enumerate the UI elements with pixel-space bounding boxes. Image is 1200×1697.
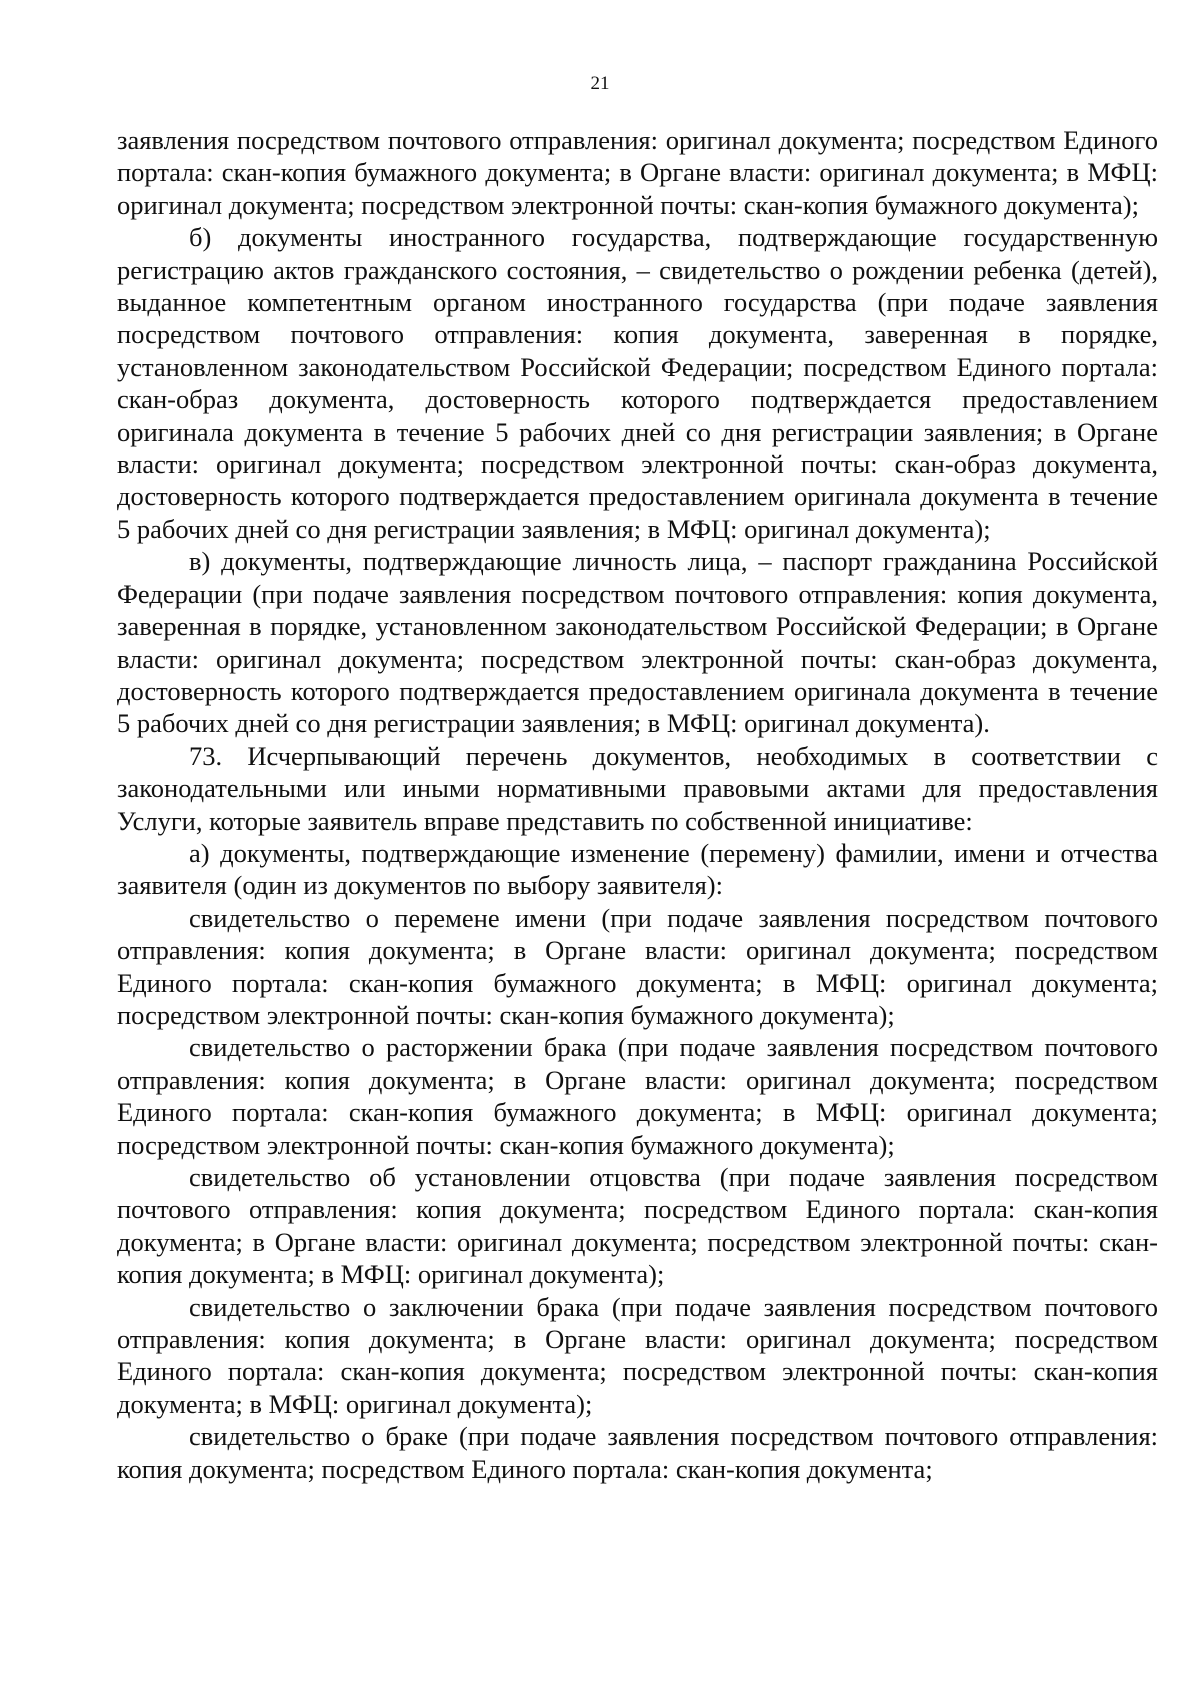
paragraph-paternity-certificate: свидетельство об установлении отцовства (при подаче заявления посредством почтового отправления: копия документа; посредством Единого портала: скан-копия документа; в Органе власти: оригинал документа; посредством электронной почты: скан-копия документа; в МФЦ: оригинал документа); [117,1162,1158,1290]
paragraph-item-v-identity-documents: в) документы, подтверждающие личность лица, – паспорт гражданина Российской Федерации (при подаче заявления посредством почтового отправления: копия документа, заверенная в порядке, установленном законодательством Российской Федерации; в Органе власти: оригинал документа; посредством электронной почты: скан-образ документа, достоверность которого подтверждается предоставлением оригинала документа в течение 5 рабочих дней со дня регистрации заявления; в МФЦ: оригинал документа). [117,546,1158,739]
paragraph-name-change-certificate: свидетельство о перемене имени (при подаче заявления посредством почтового отправления: копия документа; в Органе власти: оригинал документа; посредством Единого портала: скан-копия бумажного документа; в МФЦ: оригинал документа; посредством электронной почты: скан-копия бумажного документа); [117,902,1158,1030]
document-body [117,124,1158,1485]
paragraph-section-73: 73. Исчерпывающий перечень документов, необходимых в соответствии с законодательными или иными нормативными правовыми актами для предоставления Услуги, которые заявитель вправе представить по собственной инициативе: [117,740,1158,836]
paragraph-marriage-certificate: свидетельство о заключении брака (при подаче заявления посредством почтового отправления: копия документа; в Органе власти: оригинал документа; посредством Единого портала: скан-копия документа; посредством электронной почты: скан-копия документа; в МФЦ: оригинал документа); [117,1291,1158,1419]
page-number: 21 [590,73,610,94]
paragraph-item-a-name-change: а) документы, подтверждающие изменение (перемену) фамилии, имени и отчества заявителя (один из документов по выбору заявителя): [117,837,1158,901]
paragraph-marriage-record-certificate: свидетельство о браке (при подаче заявления посредством почтового отправления: копия документа; посредством Единого портала: скан-копия документа; [117,1421,1158,1484]
paragraph-item-b-foreign-documents: б) документы иностранного государства, подтверждающие государственную регистрацию актов гражданского состояния, – свидетельство о рождении ребенка (детей), выданное компетентным органом иностранного государства (при подаче заявления посредством почтового отправления: копия документа, заверенная в порядке, установленном законодательством Российской Федерации; посредством Единого портала: скан-образ документа, достоверность которого подтверждается предоставлением оригинала документа в течение 5 рабочих дней со дня регистрации заявления; в Органе власти: оригинал документа; посредством электронной почты: скан-образ документа, достоверность которого подтверждается предоставлением оригинала документа в течение 5 рабочих дней со дня регистрации заявления; в МФЦ: оригинал документа); [117,222,1158,544]
paragraph-divorce-certificate: свидетельство о расторжении брака (при подаче заявления посредством почтового отправления: копия документа; в Органе власти: оригинал документа; посредством Единого портала: скан-копия бумажного документа; в МФЦ: оригинал документа; посредством электронной почты: скан-копия бумажного документа); [117,1032,1158,1160]
paragraph-continuation: заявления посредством почтового отправления: оригинал документа; посредством Единого портала: скан-копия бумажного документа; в Органе власти: оригинал документа; в МФЦ: оригинал документа; посредством электронной почты: скан-копия бумажного документа); [117,125,1158,220]
